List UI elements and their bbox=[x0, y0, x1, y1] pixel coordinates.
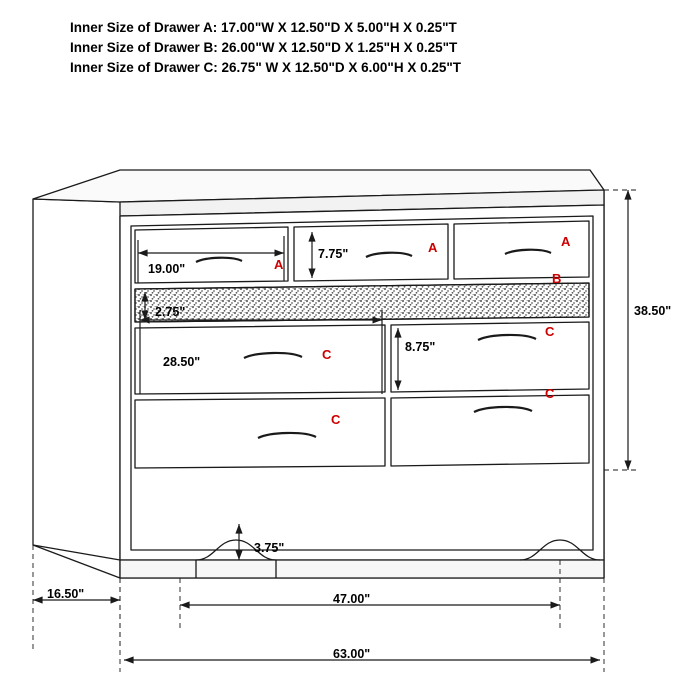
tag-c-right-lower: C bbox=[545, 386, 555, 401]
tag-c-right-upper: C bbox=[545, 324, 555, 339]
dim-drawer-c-height: 8.75" bbox=[405, 340, 436, 354]
dim-drawer-a-height: 7.75" bbox=[318, 247, 349, 261]
dim-inner-width: 47.00" bbox=[333, 592, 371, 606]
dim-drawer-c-width: 28.50" bbox=[163, 355, 201, 369]
dim-drawer-a-width: 19.00" bbox=[148, 262, 186, 276]
spec-line-drawer-b: Inner Size of Drawer B: 26.00"W X 12.50"D X 1.25"H X 0.25"T bbox=[70, 40, 458, 55]
dim-overall-width: 63.00" bbox=[333, 647, 371, 661]
spec-line-drawer-c: Inner Size of Drawer C: 26.75" W X 12.50"D X 6.00"H X 0.25"T bbox=[70, 60, 462, 75]
dim-overall-height: 38.50" bbox=[634, 304, 672, 318]
dim-depth: 16.50" bbox=[47, 587, 85, 601]
tag-a-mid: A bbox=[428, 240, 438, 255]
tag-a-left: A bbox=[274, 257, 284, 272]
tag-b-right: B bbox=[552, 271, 562, 286]
tag-c-left-lower: C bbox=[331, 412, 341, 427]
tag-c-left-upper: C bbox=[322, 347, 332, 362]
dim-drawer-b-height: 2.75" bbox=[155, 305, 186, 319]
spec-line-drawer-a: Inner Size of Drawer A: 17.00"W X 12.50"D X 5.00"H X 0.25"T bbox=[70, 20, 457, 35]
dim-leg-clearance: 3.75" bbox=[254, 541, 285, 555]
tag-a-right: A bbox=[561, 234, 571, 249]
